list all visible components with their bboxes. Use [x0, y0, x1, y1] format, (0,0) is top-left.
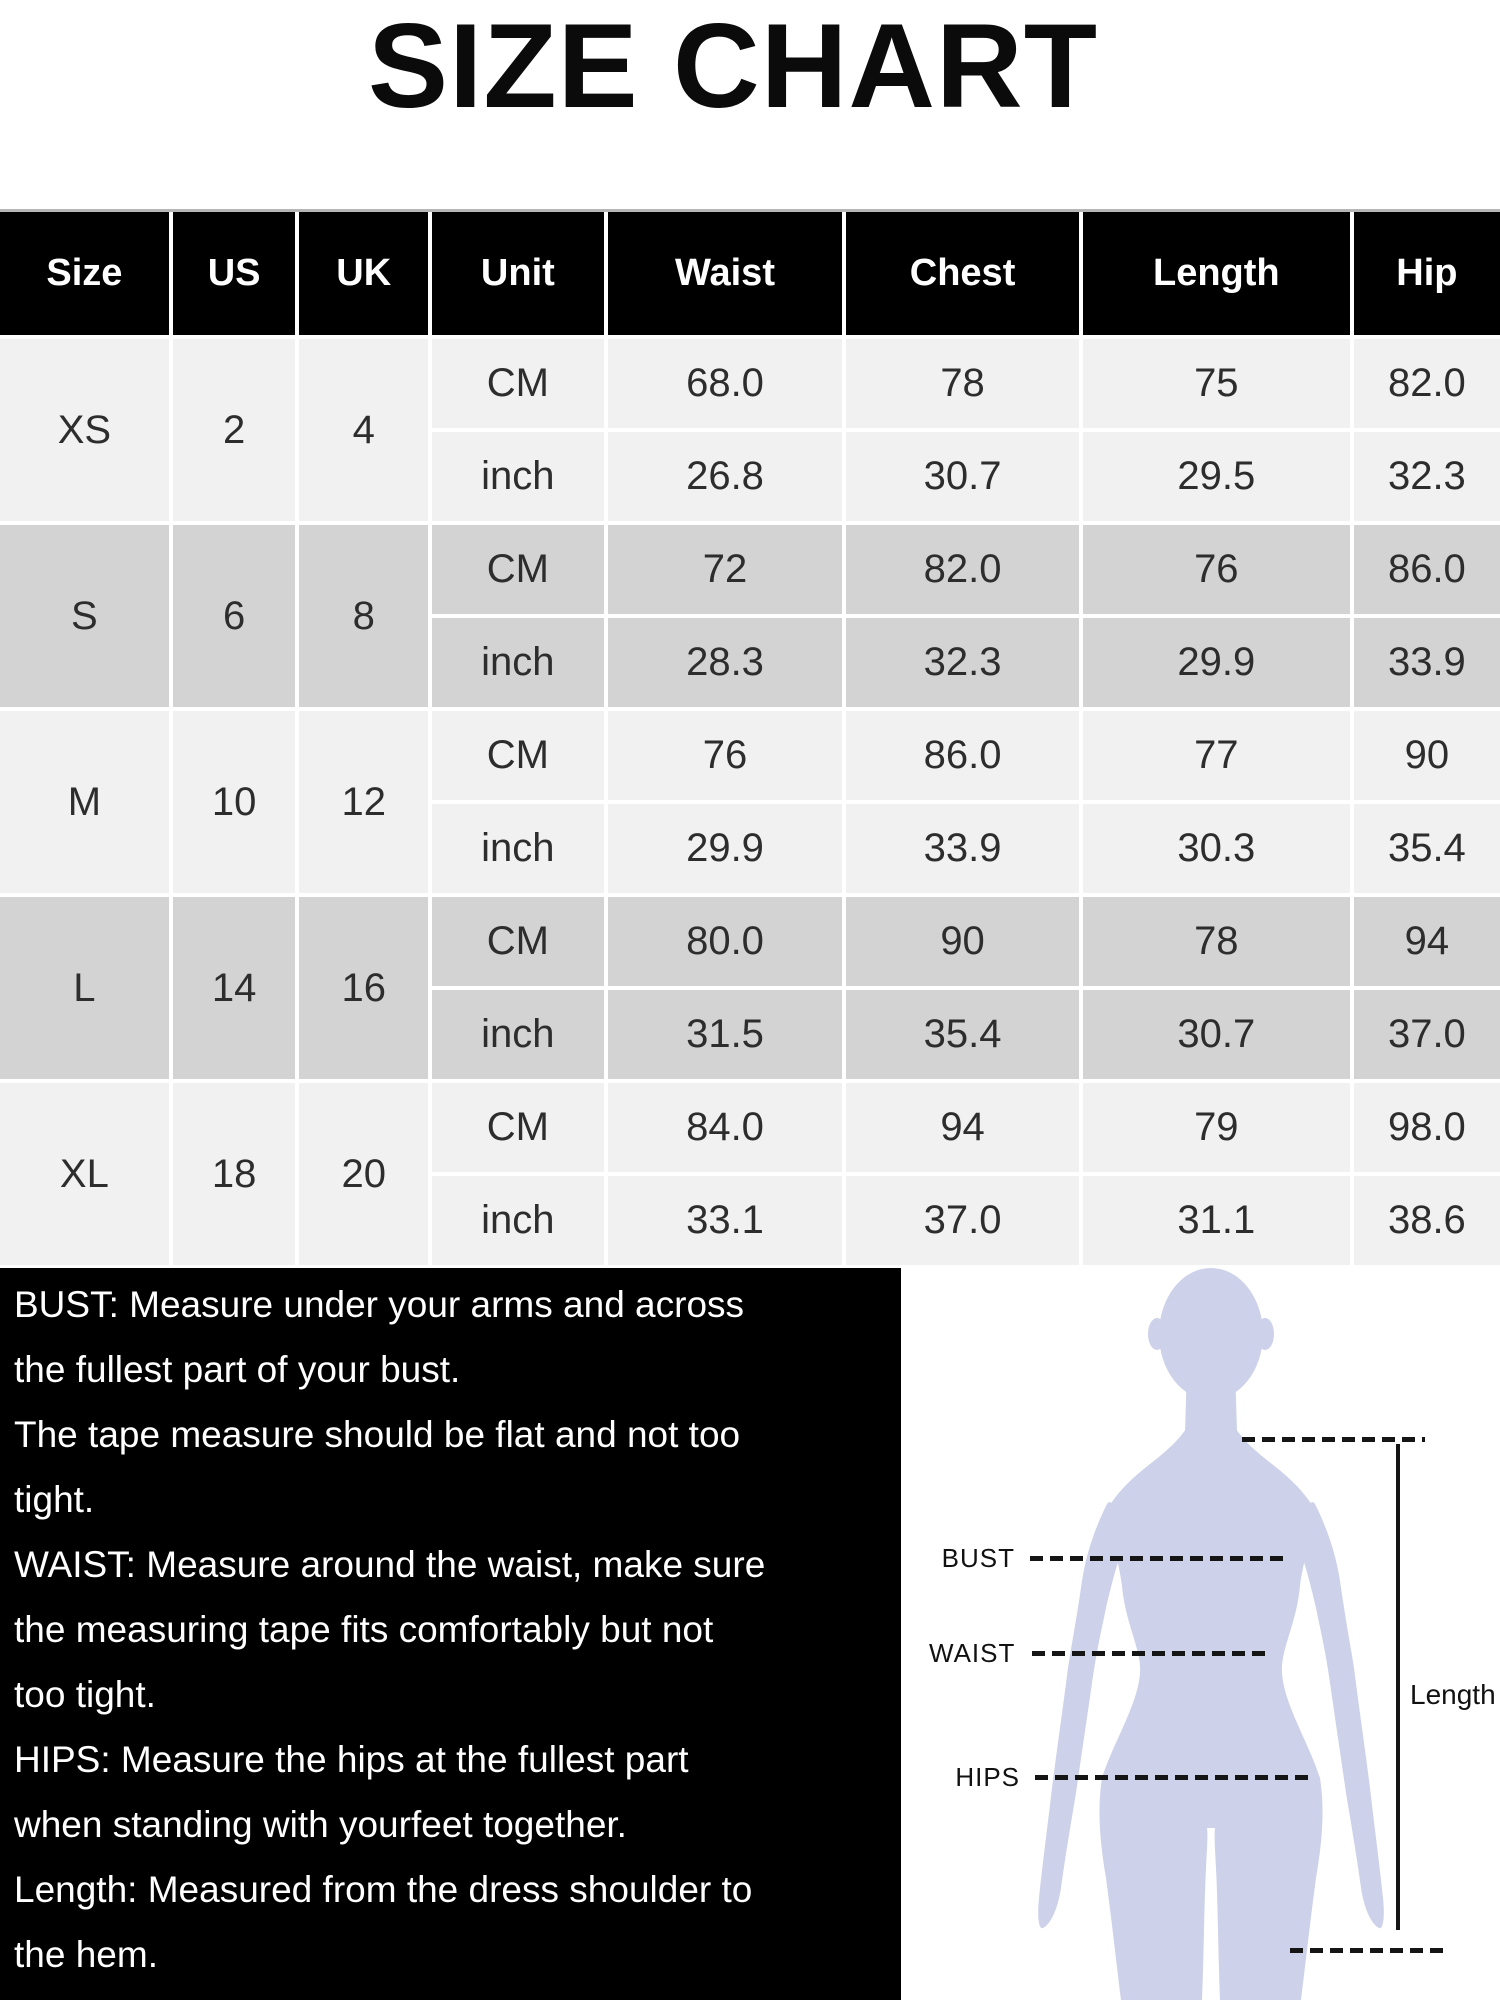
value-cell: 98.0	[1354, 1083, 1500, 1172]
measurement-diagram	[901, 1268, 1500, 2000]
value-cell: 30.7	[846, 432, 1079, 521]
value-cell: 32.3	[1354, 432, 1500, 521]
header-cell-chest: Chest	[846, 212, 1079, 335]
value-cell: 82.0	[846, 525, 1079, 614]
header-cell-hip: Hip	[1354, 212, 1500, 335]
value-cell: 30.3	[1083, 804, 1350, 893]
value-cell: 86.0	[1354, 525, 1500, 614]
value-cell: 29.9	[608, 804, 843, 893]
unit-cell: CM	[432, 711, 604, 800]
unit-cell: inch	[432, 432, 604, 521]
value-cell: 94	[846, 1083, 1079, 1172]
waist-label: WAIST	[929, 1638, 1016, 1668]
uk-cell: 20	[299, 1083, 428, 1265]
us-cell: 2	[173, 339, 296, 521]
size-cell: M	[0, 711, 169, 893]
uk-cell: 4	[299, 339, 428, 521]
value-cell: 31.5	[608, 990, 843, 1079]
unit-cell: CM	[432, 897, 604, 986]
instruction-line: BUST: Measure under your arms and across	[14, 1284, 745, 1325]
value-cell: 86.0	[846, 711, 1079, 800]
us-cell: 18	[173, 1083, 296, 1265]
value-cell: 80.0	[608, 897, 843, 986]
length-vertical-line	[1396, 1444, 1400, 1930]
value-cell: 29.9	[1083, 618, 1350, 707]
uk-cell: 8	[299, 525, 428, 707]
instruction-line: the fullest part of your bust.	[14, 1349, 461, 1390]
value-cell: 75	[1083, 339, 1350, 428]
value-cell: 26.8	[608, 432, 843, 521]
header-cell-unit: Unit	[432, 212, 604, 335]
bust-label: BUST	[941, 1543, 1015, 1573]
value-cell: 29.5	[1083, 432, 1350, 521]
value-cell: 84.0	[608, 1083, 843, 1172]
unit-cell: inch	[432, 1176, 604, 1265]
value-cell: 78	[1083, 897, 1350, 986]
value-cell: 33.9	[846, 804, 1079, 893]
unit-cell: inch	[432, 804, 604, 893]
header-cell-us: US	[173, 212, 296, 335]
size-cell: XS	[0, 339, 169, 521]
page-title: SIZE CHART	[368, 0, 1098, 133]
unit-cell: inch	[432, 990, 604, 1079]
instruction-line: The tape measure should be flat and not too	[14, 1414, 741, 1455]
waist-dash-line	[1032, 1651, 1272, 1656]
hem-dash-line	[1290, 1948, 1449, 1953]
instruction-line: too tight.	[14, 1674, 156, 1715]
instruction-line: when standing with yourfeet together.	[14, 1804, 627, 1845]
value-cell: 76	[1083, 525, 1350, 614]
instruction-line: WAIST: Measure around the waist, make sure	[14, 1544, 766, 1585]
size-cell: L	[0, 897, 169, 1079]
value-cell: 77	[1083, 711, 1350, 800]
size-chart-table	[0, 209, 1500, 1265]
value-cell: 31.1	[1083, 1176, 1350, 1265]
unit-cell: CM	[432, 525, 604, 614]
value-cell: 79	[1083, 1083, 1350, 1172]
value-cell: 82.0	[1354, 339, 1500, 428]
value-cell: 37.0	[1354, 990, 1500, 1079]
us-cell: 6	[173, 525, 296, 707]
value-cell: 90	[846, 897, 1079, 986]
uk-cell: 16	[299, 897, 428, 1079]
measuring-instructions-panel	[0, 1268, 901, 2000]
instruction-line: HIPS: Measure the hips at the fullest part	[14, 1739, 689, 1780]
header-cell-uk: UK	[299, 212, 428, 335]
us-cell: 14	[173, 897, 296, 1079]
value-cell: 35.4	[1354, 804, 1500, 893]
us-cell: 10	[173, 711, 296, 893]
instruction-line: Length: Measured from the dress shoulder to	[14, 1869, 753, 1910]
hips-dash-line	[1035, 1775, 1314, 1780]
size-cell: XL	[0, 1083, 169, 1265]
value-cell: 35.4	[846, 990, 1079, 1079]
size-cell: S	[0, 525, 169, 707]
unit-cell: inch	[432, 618, 604, 707]
value-cell: 68.0	[608, 339, 843, 428]
length-label: Length	[1410, 1679, 1496, 1710]
value-cell: 30.7	[1083, 990, 1350, 1079]
header-cell-length: Length	[1083, 212, 1350, 335]
instruction-line: the hem.	[14, 1934, 158, 1975]
header-cell-size: Size	[0, 212, 169, 335]
value-cell: 33.1	[608, 1176, 843, 1265]
value-cell: 76	[608, 711, 843, 800]
unit-cell: CM	[432, 1083, 604, 1172]
shoulder-dash-line	[1242, 1437, 1425, 1442]
value-cell: 32.3	[846, 618, 1079, 707]
uk-cell: 12	[299, 711, 428, 893]
value-cell: 28.3	[608, 618, 843, 707]
instruction-line: tight.	[14, 1479, 95, 1520]
value-cell: 94	[1354, 897, 1500, 986]
hips-label: HIPS	[955, 1762, 1020, 1792]
value-cell: 72	[608, 525, 843, 614]
bust-dash-line	[1030, 1556, 1288, 1561]
value-cell: 78	[846, 339, 1079, 428]
value-cell: 38.6	[1354, 1176, 1500, 1265]
unit-cell: CM	[432, 339, 604, 428]
header-cell-waist: Waist	[608, 212, 843, 335]
value-cell: 90	[1354, 711, 1500, 800]
body-silhouette	[901, 1268, 1500, 2000]
instruction-line: the measuring tape fits comfortably but not	[14, 1609, 714, 1650]
value-cell: 33.9	[1354, 618, 1500, 707]
value-cell: 37.0	[846, 1176, 1079, 1265]
